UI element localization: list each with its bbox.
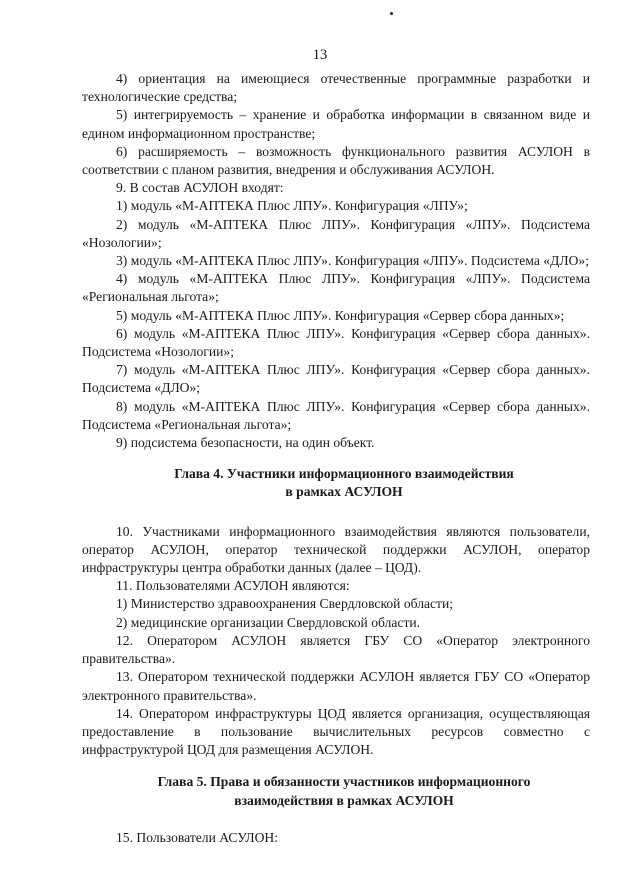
chapter-4-heading	[82, 465, 590, 501]
list-item: 7) модуль «М-АПТЕКА Плюс ЛПУ». Конфигурация «Сервер сбора данных». Подсистема «ДЛО»;	[82, 362, 590, 396]
chapter-4-title-line-2: в рамках АСУЛОН	[285, 484, 403, 500]
list-item: 2) медицинские организации Свердловской области.	[116, 614, 421, 630]
paragraph: 4) ориентация на имеющиеся отечественные программные разработки и технологические средства;	[82, 71, 590, 105]
chapter-5-heading	[82, 773, 590, 809]
chapter-4-title-line-1: Глава 4. Участники информационного взаимодействия	[174, 466, 514, 482]
paragraph: 12. Оператором АСУЛОН является ГБУ СО «Оператор электронного правительства».	[82, 632, 590, 667]
paragraph: 13. Оператором технической поддержки АСУЛОН является ГБУ СО «Оператор электронного правительства».	[82, 669, 590, 703]
list-item: 1) Министерство здравоохранения Свердловской области;	[116, 596, 454, 612]
paragraph: 14. Оператором инфраструктуры ЦОД является организация, осуществляющая предоставление в пользование вычислительных ресурсов совместно с инфраструктурой ЦОД для размещения АСУЛОН.	[82, 705, 590, 758]
paragraph: 5) интегрируемость – хранение и обработка информации в связанном виде и едином информационном пространстве;	[82, 107, 590, 141]
paragraph: 11. Пользователями АСУЛОН являются:	[116, 578, 350, 594]
list-item: 1) модуль «М-АПТЕКА Плюс ЛПУ». Конфигурация «ЛПУ»;	[116, 198, 468, 214]
chapter-5-title-line-1: Глава 5. Права и обязанности участников информационного	[157, 774, 531, 790]
list-item: 5) модуль «М-АПТЕКА Плюс ЛПУ». Конфигурация «Сервер сбора данных»;	[116, 307, 565, 323]
paragraph: 15. Пользователи АСУЛОН:	[116, 829, 278, 845]
list-item: 2) модуль «М-АПТЕКА Плюс ЛПУ». Конфигурация «ЛПУ». Подсистема «Нозологии»;	[82, 216, 590, 250]
list-item: 3) модуль «М-АПТЕКА Плюс ЛПУ». Конфигурация «ЛПУ». Подсистема «ДЛО»;	[116, 253, 589, 269]
list-item: 4) модуль «М-АПТЕКА Плюс ЛПУ». Конфигурация «ЛПУ». Подсистема «Региональная льгота»;	[82, 271, 590, 305]
page-number: 13	[312, 47, 328, 63]
list-item: 9) подсистема безопасности, на один объект.	[116, 435, 375, 451]
scan-dot-mark	[390, 12, 393, 15]
paragraph: 9. В состав АСУЛОН входят:	[116, 180, 284, 196]
list-item: 8) модуль «М-АПТЕКА Плюс ЛПУ». Конфигурация «Сервер сбора данных». Подсистема «Региональная льгота»;	[82, 398, 590, 432]
chapter-5-title-line-2: взаимодействия в рамках АСУЛОН	[234, 792, 454, 808]
list-item: 6) модуль «М-АПТЕКА Плюс ЛПУ». Конфигурация «Сервер сбора данных». Подсистема «Нозологии»;	[82, 325, 590, 360]
paragraph: 10. Участниками информационного взаимодействия являются пользователи, оператор АСУЛОН, оператор технической поддержки АСУЛОН, оператор инфраструктуры центра обработки данных (далее – ЦОД).	[82, 523, 590, 576]
document-body	[82, 70, 590, 847]
paragraph: 6) расширяемость – возможность функционального развития АСУЛОН в соответствии с планом развития, внедрения и обслуживания АСУЛОН.	[82, 143, 590, 178]
